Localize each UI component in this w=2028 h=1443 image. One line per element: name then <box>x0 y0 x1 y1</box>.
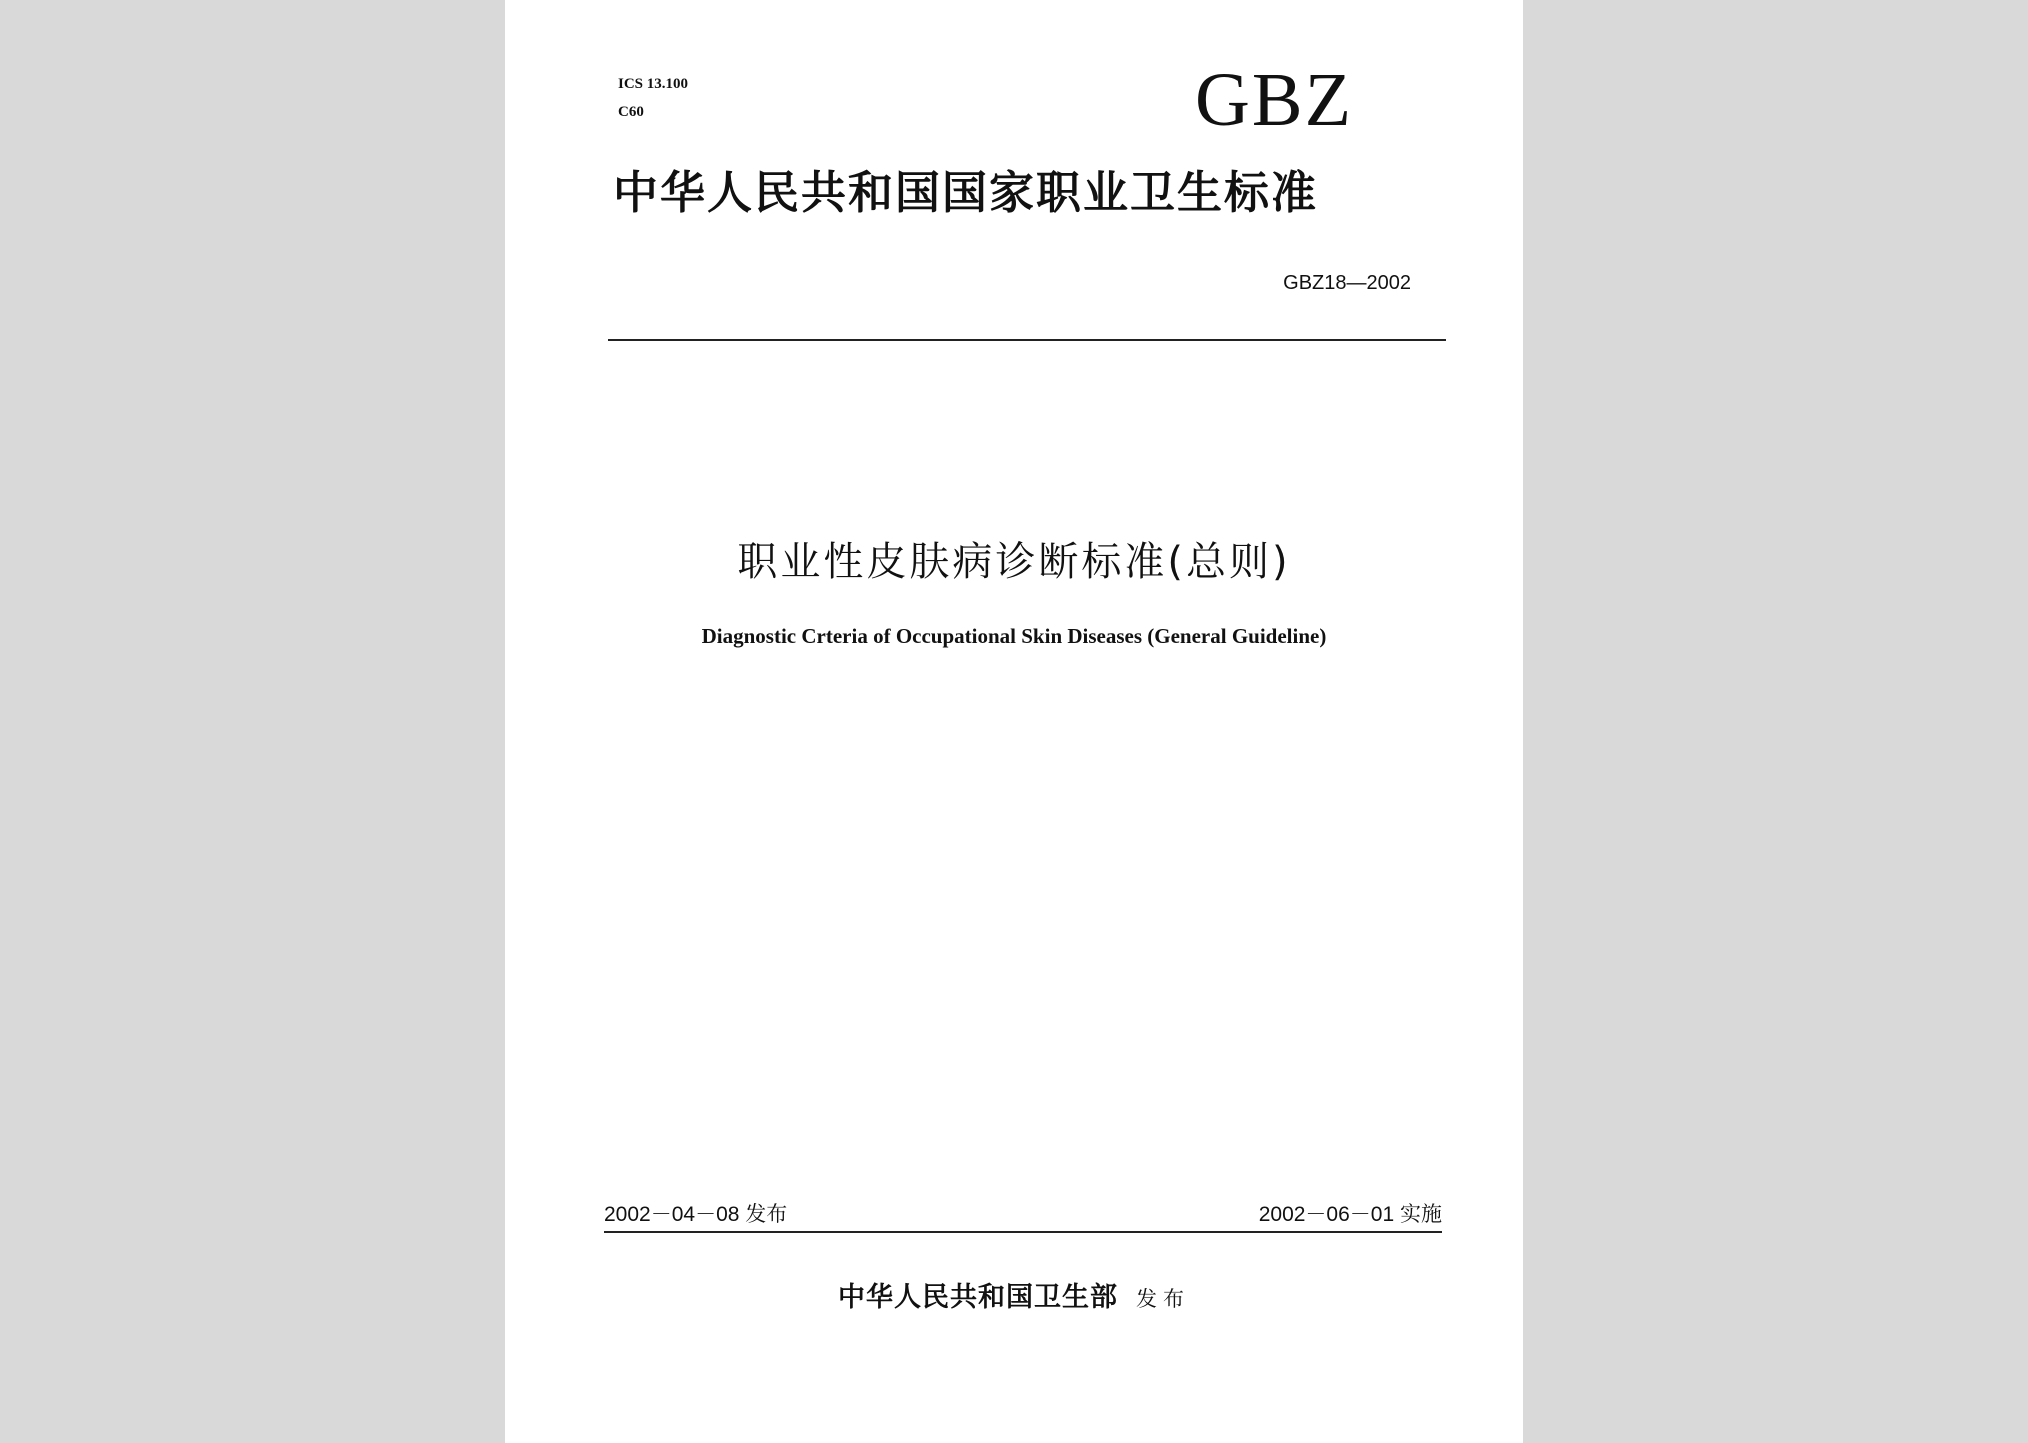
ccs-code: C60 <box>618 104 644 120</box>
effective-date: 2002－06－01 实施 <box>1258 1203 1442 1226</box>
standard-type-heading: 中华人民共和国国家职业卫生标准 <box>613 166 1319 219</box>
publisher-action: 发布 <box>1136 1287 1190 1311</box>
header-divider <box>608 339 1446 341</box>
issue-date: 2002－04－08 发布 <box>604 1203 788 1226</box>
publisher-name: 中华人民共和国卫生部 <box>838 1282 1118 1313</box>
document-title-english: Diagnostic Crteria of Occupational Skin Diseases (General Guideline) <box>701 624 1327 648</box>
document-page <box>505 0 1523 1443</box>
document-title-chinese: 职业性皮肤病诊断标准(总则) <box>737 539 1291 585</box>
publisher-line <box>505 1275 1523 1314</box>
classification-codes <box>618 70 688 126</box>
standard-mark: GBZ <box>1195 58 1353 142</box>
standard-number: GBZ18—2002 <box>1283 272 1411 294</box>
date-row <box>604 1199 1442 1233</box>
ics-code: ICS 13.100 <box>618 76 689 92</box>
